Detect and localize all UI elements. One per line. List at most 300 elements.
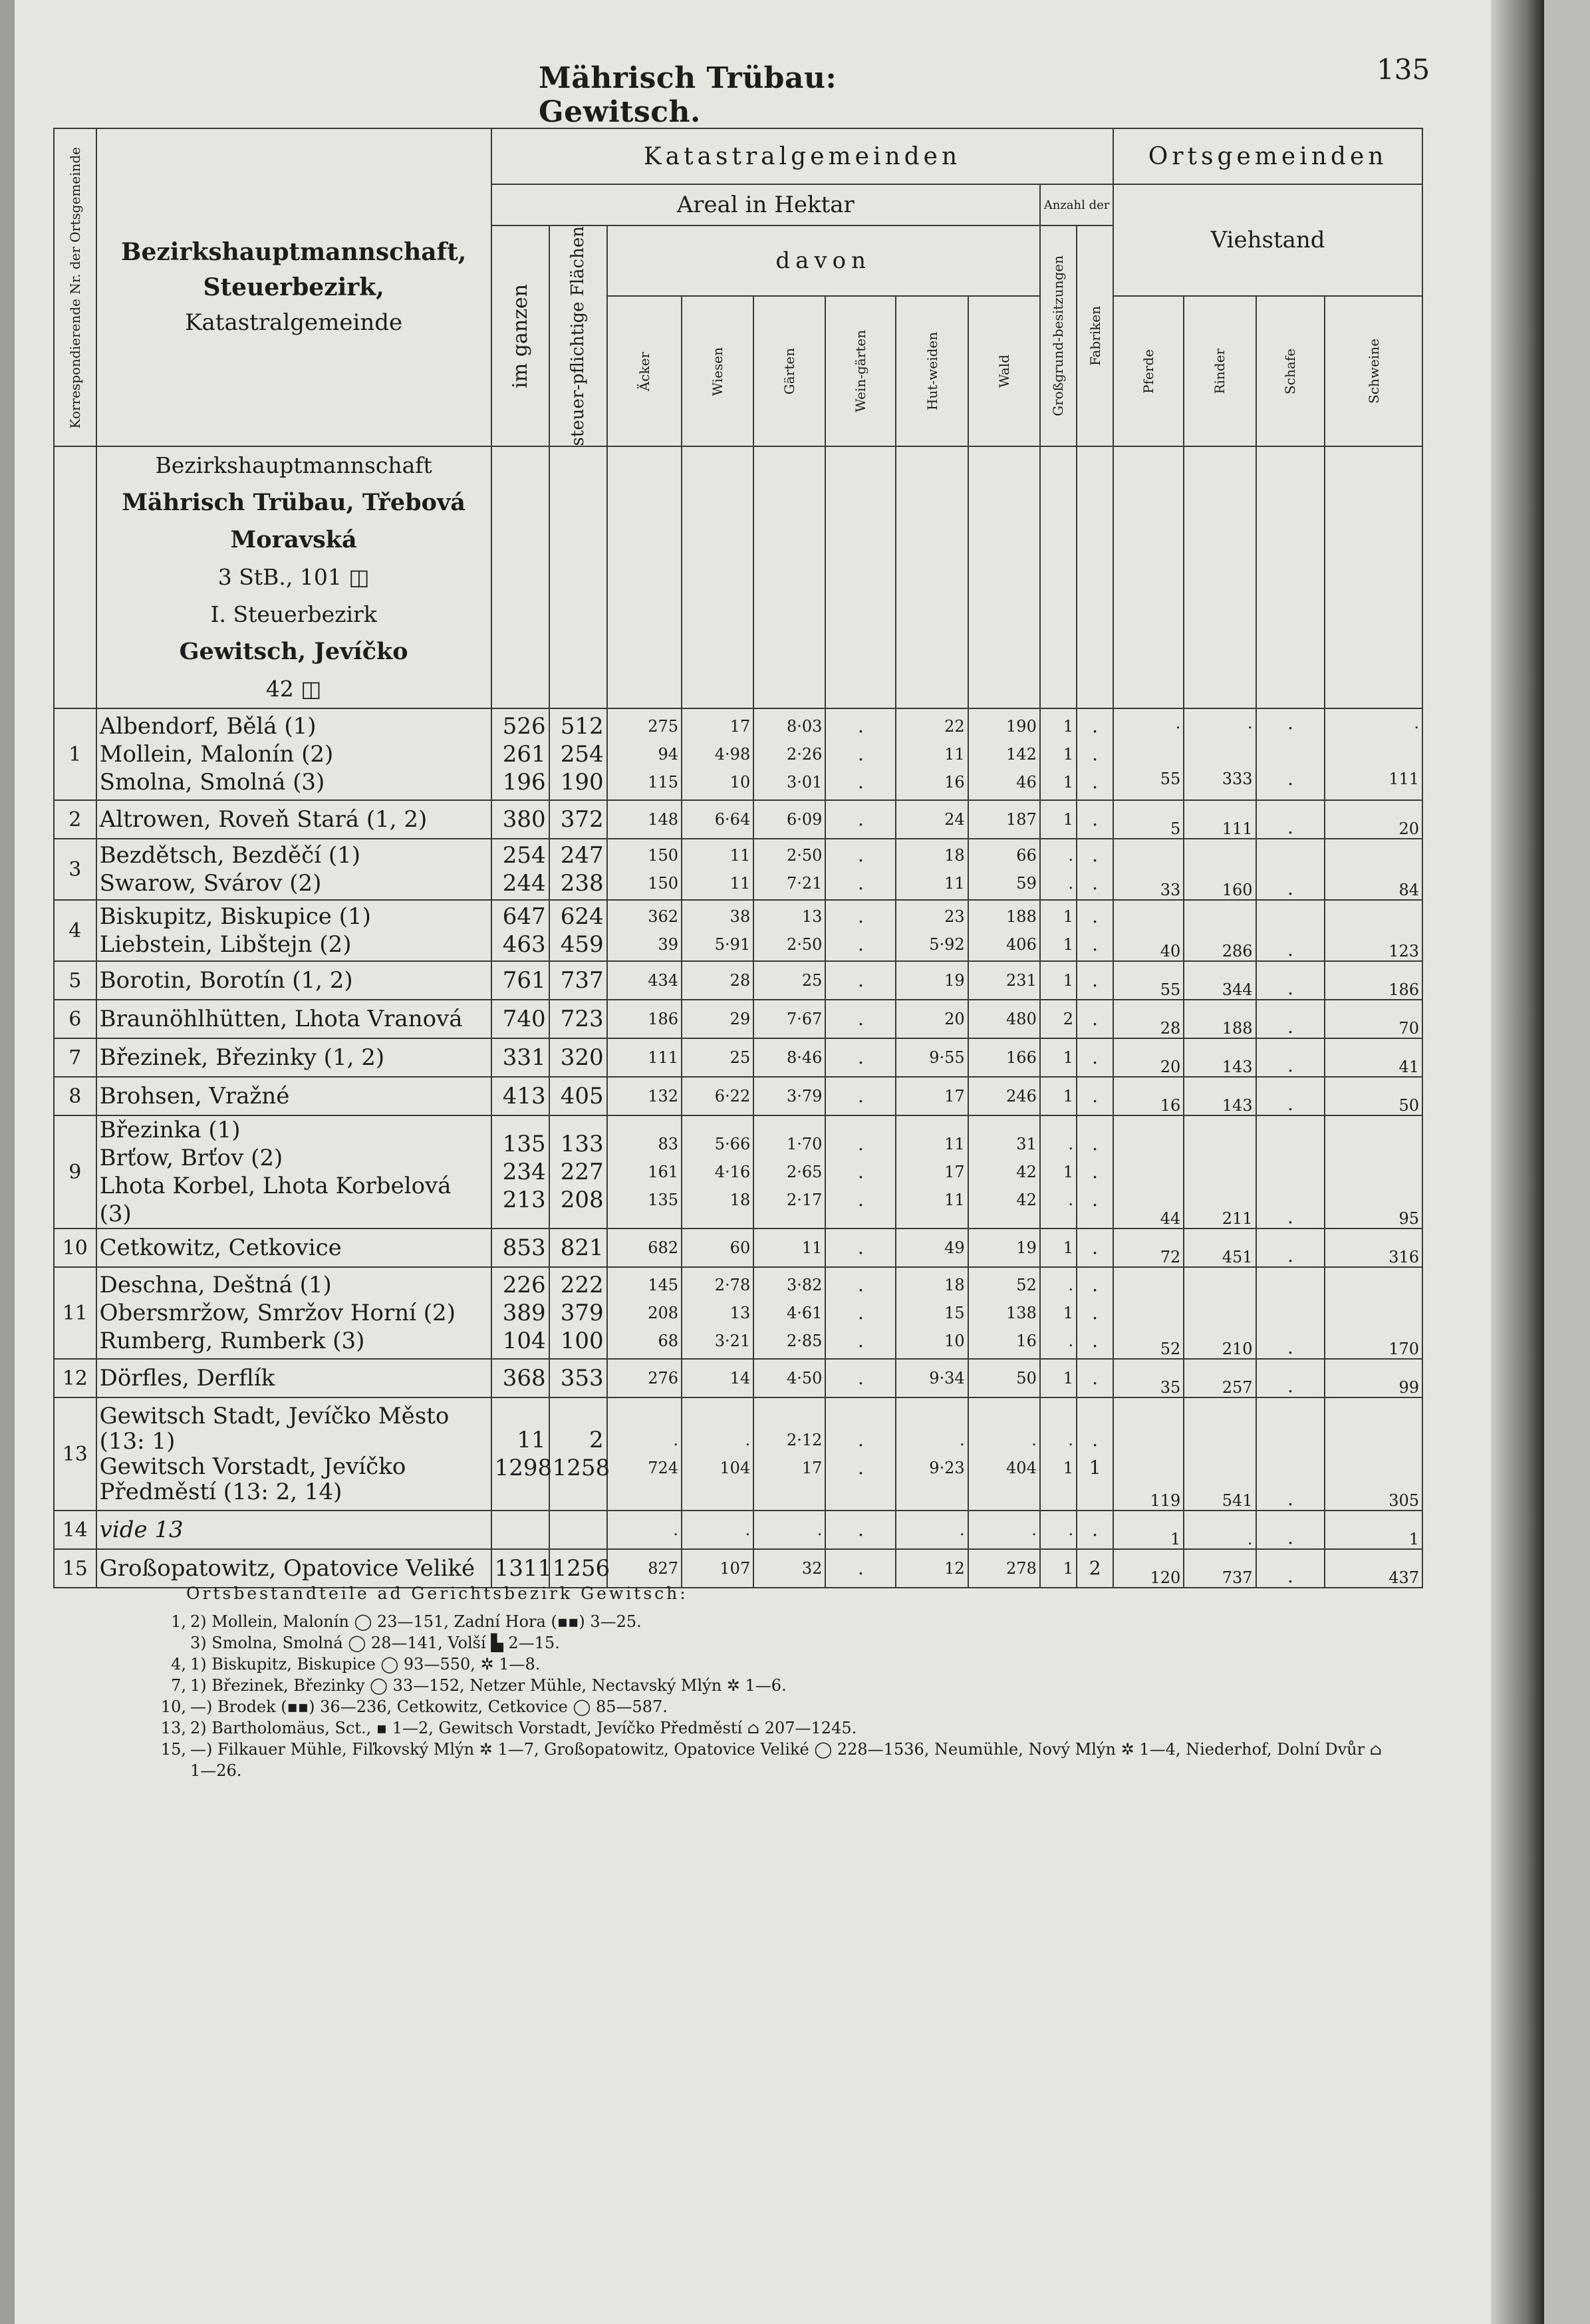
count-factories: [1077, 708, 1113, 800]
livestock-horses: [1113, 1549, 1184, 1588]
area-vineyards-line: .: [857, 808, 864, 831]
area-total: [491, 1267, 549, 1359]
row-number: 11: [54, 1267, 96, 1359]
area-meadows-line: 11: [729, 874, 751, 893]
footnote-item: [160, 1611, 1410, 1632]
area-meadows: [682, 1038, 753, 1077]
livestock-rinder: [1184, 708, 1256, 800]
livestock-cattle-value: 286: [1222, 942, 1253, 961]
area-meadows-line: 4·16: [714, 1163, 751, 1182]
area-forest: [968, 1359, 1040, 1397]
count-factories-line: .: [1092, 1161, 1099, 1183]
statistics-table: [53, 128, 1423, 1588]
count-estates-line: 1: [1063, 971, 1073, 990]
livestock-sheep: [1256, 1549, 1325, 1588]
area-pastures-line: 24: [944, 810, 965, 829]
area-fields: [607, 900, 682, 961]
area-vineyards-line: .: [857, 1274, 864, 1296]
area-fields-line: 135: [648, 1191, 679, 1210]
area-fields-line: 150: [648, 874, 679, 893]
count-factories: [1077, 1038, 1113, 1077]
row-number: 13: [54, 1397, 96, 1511]
area-vineyards-line: .: [857, 1046, 864, 1069]
area-fields-line: 208: [648, 1304, 679, 1323]
area-pastures: [896, 1077, 968, 1115]
area-total: [491, 1397, 553, 1511]
area-gardens-line: .: [817, 1521, 823, 1540]
area-gardens-line: 1·70: [786, 1135, 823, 1154]
livestock-schafe-line: .: [1287, 712, 1293, 734]
wald-header: Wald: [968, 296, 1040, 446]
area-fields-line: 275: [648, 717, 679, 736]
count-estates: [1040, 1397, 1077, 1511]
area-gardens-line: 3·82: [786, 1276, 823, 1295]
municipality-name: [96, 1359, 491, 1397]
livestock-schweine-line: .: [1414, 714, 1419, 733]
area-gardens-line: 13: [801, 907, 823, 927]
count-estates-line: 1: [1063, 1459, 1073, 1478]
municipality-name: [96, 800, 491, 839]
area-meadows: [682, 961, 753, 1000]
count-factories-line: .: [1092, 1133, 1099, 1155]
district-intro: Bezirkshauptmannschaft Mährisch Trübau, Třebová Moravská 3 StB., 101 ◫ I. Steuerbezirk Gewitsch, Jevíčko 42 ◫: [96, 446, 491, 708]
area-pastures-line: .: [960, 1521, 965, 1540]
area-meadows: [682, 1359, 753, 1397]
area-fields-line: 682: [648, 1238, 679, 1258]
count-estates: [1040, 1267, 1077, 1359]
area-forest-line: 52: [1016, 1276, 1037, 1295]
area-total-line: 761: [502, 967, 546, 994]
area-vineyards: [825, 708, 896, 800]
municipality-name: [96, 1000, 491, 1038]
area-total: [491, 1000, 549, 1038]
livestock-horses-value: 55: [1160, 980, 1181, 1000]
area-fields-line: 186: [648, 1010, 679, 1029]
area-taxable-line: 2: [589, 1427, 604, 1454]
livestock-pigs: [1325, 1000, 1422, 1038]
municipality-name-line: Obersmržow, Smržov Horní (2): [99, 1300, 456, 1327]
count-estates-line: 1: [1063, 1369, 1073, 1388]
footnote-text: 1) Biskupitz, Biskupice ◯ 93—550, ✲ 1—8.: [190, 1655, 541, 1673]
area-pastures: [896, 1115, 968, 1229]
livestock-sheep-value: .: [1287, 977, 1293, 1000]
count-factories: [1077, 800, 1113, 839]
municipality-name: [96, 961, 491, 1000]
area-gardens: [753, 900, 825, 961]
areal-header: Areal in Hektar: [491, 184, 1040, 225]
footnote-text: 3) Smolna, Smolná ◯ 28—141, Volší ▙ 2—15.: [190, 1634, 560, 1652]
area-pastures-line: 9·55: [929, 1048, 965, 1068]
statistics-table-wrapper: [53, 128, 1423, 1588]
livestock-sheep: [1256, 1511, 1325, 1549]
row-number: 2: [54, 800, 96, 839]
livestock-sheep-value: .: [1287, 1244, 1293, 1267]
count-factories-line: .: [1092, 969, 1099, 992]
footnote-text: —) Filkauer Mühle, Fiľkovský Mlýn ✲ 1—7, Großopatowitz, Opatovice Veliké ◯ 228—1536, Neumühle, Nový Mlýn ✲ 1—4, Niederhof, Dolní Dvůr ⌂: [190, 1740, 1383, 1759]
municipality-name: [96, 900, 491, 961]
area-total: [491, 1229, 549, 1267]
table-row: [54, 1549, 1422, 1588]
aecker-header: Äcker: [607, 296, 682, 446]
area-total-line: 1311: [494, 1555, 553, 1582]
municipality-name-line: Gewitsch Vorstadt, Jevíčko Předměstí (13: 2, 14): [99, 1453, 406, 1506]
area-meadows-line: .: [745, 1431, 751, 1450]
count-factories-line: .: [1092, 743, 1099, 766]
count-factories-line: .: [1092, 844, 1099, 867]
livestock-sheep: [1256, 900, 1325, 961]
weingaerten-header: Wein-gärten: [825, 296, 896, 446]
pferde-header: Pferde: [1113, 296, 1184, 446]
area-taxable-line: 737: [560, 967, 604, 994]
area-meadows-line: 4·98: [714, 745, 751, 764]
footnotes-list: [160, 1611, 1410, 1781]
table-row: [54, 1077, 1422, 1115]
count-estates-line: 1: [1063, 810, 1073, 829]
municipality-name-line: Biskupitz, Biskupice (1): [99, 903, 371, 931]
area-gardens-line: 2·85: [786, 1332, 823, 1351]
count-factories-line: .: [1092, 1085, 1099, 1107]
row-number: 9: [54, 1115, 96, 1229]
area-pastures-line: 22: [944, 717, 965, 736]
municipality-name-line: Březinek, Březinky (1, 2): [99, 1044, 385, 1072]
footnote-text: —) Brodek (▪▪) 36—236, Cetkowitz, Cetkovice ◯ 85—587.: [190, 1697, 668, 1716]
area-gardens-line: 2·12: [786, 1431, 823, 1450]
area-pastures-line: 20: [944, 1010, 965, 1029]
area-pastures: [896, 1038, 968, 1077]
area-gardens-line: 7·67: [786, 1010, 823, 1029]
count-factories: [1077, 1000, 1113, 1038]
area-meadows-line: 6·64: [714, 810, 751, 829]
count-factories-line: .: [1092, 1302, 1099, 1324]
livestock-cattle: [1184, 1511, 1256, 1549]
count-factories-line: .: [1092, 1330, 1099, 1352]
area-vineyards: [825, 800, 896, 839]
livestock-cattle-value: 188: [1222, 1019, 1253, 1038]
livestock-sheep: [1256, 1000, 1325, 1038]
area-pastures-line: .: [960, 1431, 965, 1450]
count-estates-line: 1: [1063, 773, 1073, 792]
area-forest-line: 480: [1006, 1010, 1037, 1029]
municipality-name: [96, 1397, 491, 1511]
area-taxable: [549, 1115, 607, 1229]
livestock-sheep-value: .: [1287, 877, 1293, 900]
area-gardens-line: 2·26: [786, 745, 823, 764]
area-fields-line: 276: [648, 1369, 679, 1388]
livestock-pigs: [1325, 800, 1422, 839]
livestock-pigs-value: 20: [1398, 819, 1419, 839]
area-vineyards-line: .: [857, 1008, 864, 1030]
area-forest-line: 138: [1006, 1304, 1037, 1323]
area-pastures: [896, 800, 968, 839]
area-total-line: 135: [502, 1131, 546, 1158]
municipality-name-line: Gewitsch Stadt, Jevíčko Město (13: 1): [99, 1403, 450, 1455]
area-pastures: [896, 1549, 968, 1588]
livestock-pigs-value: 186: [1389, 980, 1419, 1000]
area-vineyards: [825, 1359, 896, 1397]
area-forest: [968, 839, 1040, 900]
area-taxable-line: 254: [560, 741, 604, 768]
area-fields-line: 132: [648, 1087, 679, 1106]
count-estates-line: 1: [1063, 745, 1073, 764]
row-number: 15: [54, 1549, 96, 1588]
area-pastures-line: 12: [944, 1559, 965, 1578]
municipality-name-line: Smolna, Smolná (3): [99, 769, 325, 796]
area-total: [491, 1511, 549, 1549]
count-estates: [1040, 708, 1077, 800]
area-vineyards-line: .: [857, 1519, 864, 1541]
count-estates-line: .: [1068, 1191, 1073, 1210]
area-pastures-line: 19: [944, 971, 965, 990]
area-gardens: [753, 1077, 825, 1115]
area-forest: [968, 1000, 1040, 1038]
livestock-horses: [1113, 1511, 1184, 1549]
area-gardens: [753, 1038, 825, 1077]
area-total-line: 380: [502, 806, 546, 833]
area-meadows-line: 6·22: [714, 1087, 751, 1106]
area-fields-line: 145: [648, 1276, 679, 1295]
area-fields: [607, 1038, 682, 1077]
area-gardens: [753, 961, 825, 1000]
municipality-name-line: Rumberg, Rumberk (3): [99, 1328, 365, 1355]
livestock-sheep-value: .: [1287, 816, 1293, 839]
count-estates-line: .: [1068, 1276, 1073, 1295]
count-estates: [1040, 839, 1077, 900]
count-estates-line: 1: [1063, 1048, 1073, 1068]
livestock-sheep-value: .: [1287, 1488, 1293, 1511]
row-number: 5: [54, 961, 96, 1000]
livestock-pigs: [1325, 1229, 1422, 1267]
table-row: [54, 708, 1422, 800]
area-total: [491, 839, 549, 900]
area-total-line: 104: [502, 1328, 546, 1355]
count-factories-line: .: [1092, 1367, 1099, 1389]
livestock-pigs-value: 437: [1389, 1568, 1419, 1588]
area-meadows-line: 104: [720, 1459, 751, 1478]
area-forest: [968, 1267, 1040, 1359]
livestock-cattle: [1184, 800, 1256, 839]
count-estates-line: 1: [1063, 1559, 1073, 1578]
livestock-horses: [1113, 1038, 1184, 1077]
area-taxable: [549, 800, 607, 839]
municipality-name-line: Albendorf, Bělá (1): [99, 713, 317, 740]
area-vineyards: [825, 1267, 896, 1359]
area-pastures-line: 15: [944, 1304, 965, 1323]
area-vineyards-line: .: [857, 844, 864, 867]
municipality-name: [96, 708, 491, 800]
livestock-sheep-value: .: [1287, 1375, 1293, 1397]
area-fields-line: 161: [648, 1163, 679, 1182]
area-pastures: [896, 1397, 968, 1511]
area-pastures-line: 17: [944, 1163, 965, 1182]
count-factories: [1077, 1359, 1113, 1397]
livestock-horses: [1113, 800, 1184, 839]
livestock-pigs: [1325, 1511, 1422, 1549]
area-taxable: [549, 1359, 607, 1397]
area-gardens-line: 2·50: [786, 846, 823, 865]
municipality-name-line: Swarow, Svárov (2): [99, 870, 322, 897]
livestock-schweine-line: 111: [1389, 770, 1419, 789]
count-estates: [1040, 1549, 1077, 1588]
area-fields: [607, 1267, 682, 1359]
municipality-name: [96, 1229, 491, 1267]
municipality-name: [96, 1115, 491, 1229]
area-fields-line: .: [673, 1431, 679, 1450]
area-meadows-line: 11: [729, 846, 751, 865]
count-estates-line: .: [1068, 1332, 1073, 1351]
area-meadows: [682, 708, 753, 800]
area-total: [491, 1038, 549, 1077]
area-total-line: 463: [502, 931, 546, 958]
row-number: 4: [54, 900, 96, 961]
schweine-header: Schweine: [1325, 296, 1422, 446]
area-pastures-line: 11: [944, 874, 965, 893]
area-fields: [607, 708, 682, 800]
area-meadows: [682, 1229, 753, 1267]
running-title: Mährisch Trübau: Gewitsch.: [539, 61, 837, 129]
area-pastures-line: 18: [944, 1276, 965, 1295]
area-forest-line: 187: [1006, 810, 1037, 829]
count-estates-line: .: [1068, 1431, 1073, 1450]
area-meadows: [682, 1549, 753, 1588]
count-factories-line: 2: [1089, 1557, 1101, 1580]
area-forest: [968, 1077, 1040, 1115]
area-vineyards-line: .: [857, 1557, 864, 1580]
area-gardens: [753, 1511, 825, 1549]
municipality-name-line: Brťow, Brťov (2): [99, 1145, 283, 1172]
area-pastures-line: 49: [944, 1238, 965, 1258]
area-vineyards-line: .: [857, 905, 864, 928]
area-vineyards: [825, 900, 896, 961]
area-pastures-line: 11: [944, 745, 965, 764]
area-forest: [968, 708, 1040, 800]
area-pastures-line: 9·23: [929, 1459, 965, 1478]
livestock-sheep: [1256, 1038, 1325, 1077]
livestock-horses-value: 44: [1160, 1209, 1181, 1229]
livestock-cattle-value: 160: [1222, 881, 1253, 900]
steuerpflichtig-header: steuer-pflichtige Flächen: [549, 225, 607, 446]
anzahl-header: Anzahl der: [1040, 184, 1113, 225]
area-pastures: [896, 1000, 968, 1038]
livestock-cattle: [1184, 900, 1256, 961]
municipality-name-line: Březinka (1): [99, 1117, 241, 1144]
grossgrund-header: Großgrund-besitzungen: [1040, 225, 1077, 446]
area-taxable-line: 723: [560, 1006, 604, 1033]
area-fields-line: 111: [648, 1048, 679, 1068]
count-estates-line: .: [1068, 1521, 1073, 1540]
count-estates: [1040, 961, 1077, 1000]
area-pastures: [896, 1267, 968, 1359]
count-estates-line: .: [1068, 1135, 1073, 1154]
municipality-name-line: Cetkowitz, Cetkovice: [99, 1235, 342, 1262]
area-vineyards: [825, 1511, 896, 1549]
livestock-sheep-value: .: [1287, 1093, 1293, 1115]
count-estates-line: 1: [1063, 1238, 1073, 1258]
area-meadows-line: 14: [729, 1369, 751, 1388]
count-estates-line: 1: [1063, 935, 1073, 954]
livestock-pigs: [1325, 1267, 1422, 1359]
count-factories: [1077, 1511, 1113, 1549]
area-gardens: [753, 1359, 825, 1397]
area-forest: [968, 1115, 1040, 1229]
livestock-horses: [1113, 1115, 1184, 1229]
area-vineyards-line: .: [857, 1457, 864, 1479]
count-estates: [1040, 1000, 1077, 1038]
area-forest-line: 404: [1006, 1459, 1037, 1478]
area-gardens-line: 3·79: [786, 1087, 823, 1106]
area-vineyards: [825, 961, 896, 1000]
area-total-line: 413: [502, 1083, 546, 1110]
area-fields: [607, 800, 682, 839]
footnote-item: [160, 1654, 1410, 1675]
area-forest-line: 190: [1006, 717, 1037, 736]
livestock-sheep-value: .: [1287, 1206, 1293, 1229]
footnote-item: [160, 1739, 1410, 1760]
area-forest: [968, 800, 1040, 839]
count-factories: [1077, 839, 1113, 900]
area-vineyards-line: .: [857, 1367, 864, 1389]
livestock-pigs-value: 170: [1389, 1340, 1419, 1359]
area-fields: [607, 1511, 682, 1549]
area-total-line: 389: [502, 1300, 546, 1327]
area-pastures-line: 16: [944, 773, 965, 792]
livestock-horses: [1113, 1267, 1184, 1359]
area-vineyards-line: .: [857, 771, 864, 794]
count-estates: [1040, 900, 1077, 961]
livestock-cattle: [1184, 1077, 1256, 1115]
count-factories-line: .: [1092, 771, 1099, 794]
area-pastures-line: 17: [944, 1087, 965, 1106]
livestock-cattle: [1184, 1359, 1256, 1397]
row-number: 6: [54, 1000, 96, 1038]
area-meadows-line: .: [745, 1521, 751, 1540]
livestock-cattle-value: 211: [1222, 1209, 1253, 1229]
livestock-sheep-value: .: [1287, 1565, 1293, 1588]
area-taxable-line: 320: [560, 1044, 604, 1072]
livestock-cattle-value: 451: [1222, 1248, 1253, 1267]
count-estates: [1040, 1038, 1077, 1077]
area-pastures: [896, 1359, 968, 1397]
livestock-pigs: [1325, 1397, 1422, 1511]
area-total: [491, 708, 549, 800]
footnote-key: 10,: [160, 1697, 186, 1716]
municipality-name: [96, 1077, 491, 1115]
area-taxable-line: 247: [560, 842, 604, 869]
municipality-name-line: Altrowen, Roveň Stará (1, 2): [99, 806, 428, 833]
area-forest-line: 142: [1006, 745, 1037, 764]
livestock-horses-value: 1: [1170, 1530, 1181, 1549]
area-forest: [968, 1038, 1040, 1077]
livestock-cattle: [1184, 1038, 1256, 1077]
area-forest-line: 42: [1016, 1163, 1037, 1182]
area-total-line: 331: [502, 1044, 546, 1072]
area-forest-line: .: [1031, 1521, 1037, 1540]
livestock-sheep: [1256, 1359, 1325, 1397]
hutweiden-header: Hut-weiden: [896, 296, 968, 446]
count-estates-line: 1: [1063, 1163, 1073, 1182]
livestock-cattle: [1184, 839, 1256, 900]
table-row: [54, 1511, 1422, 1549]
count-factories-line: .: [1092, 1046, 1099, 1069]
area-vineyards-line: .: [857, 743, 864, 766]
area-pastures: [896, 708, 968, 800]
livestock-cattle-value: 210: [1222, 1340, 1253, 1359]
area-vineyards: [825, 1077, 896, 1115]
footnote-item: [160, 1760, 1410, 1781]
area-taxable: [549, 1267, 607, 1359]
livestock-sheep: [1256, 961, 1325, 1000]
area-total-line: 368: [502, 1365, 546, 1392]
area-total-line: 1298: [494, 1455, 553, 1482]
